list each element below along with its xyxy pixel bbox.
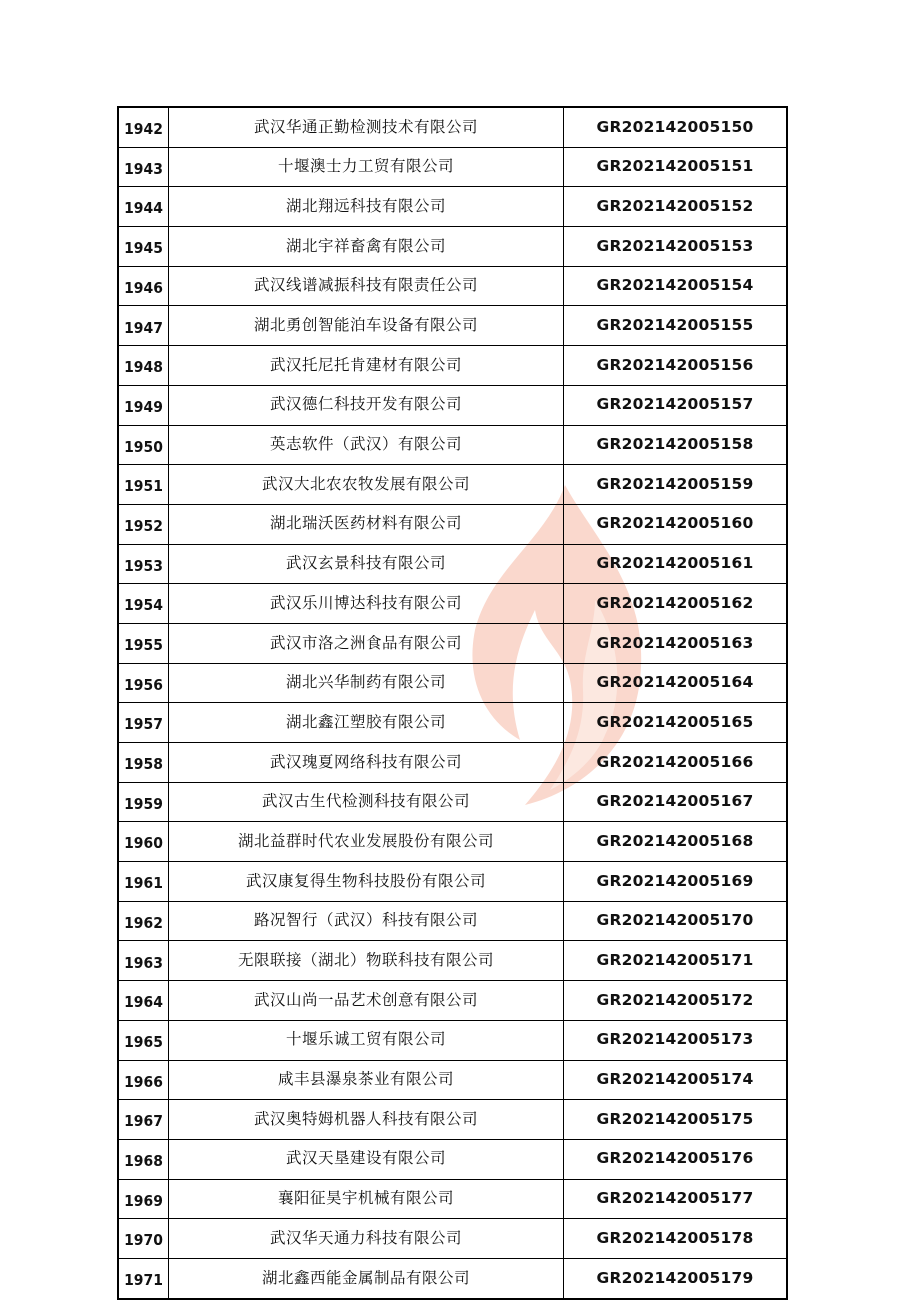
table-row	[118, 544, 787, 584]
company-name-cell: 武汉山尚一品艺术创意有限公司	[169, 981, 564, 1021]
row-number-cell: 1954	[118, 584, 169, 624]
row-number-cell: 1960	[118, 822, 169, 862]
row-number-cell: 1970	[118, 1219, 169, 1259]
row-number-cell: 1944	[118, 187, 169, 227]
table-row	[118, 504, 787, 544]
row-number-cell: 1952	[118, 504, 169, 544]
table-row	[118, 107, 787, 147]
row-number-cell: 1963	[118, 941, 169, 981]
row-number-cell: 1943	[118, 147, 169, 187]
table-row	[118, 981, 787, 1021]
table-row	[118, 306, 787, 346]
certificate-code-cell: GR202142005177	[564, 1179, 788, 1219]
certificate-code-cell: GR202142005166	[564, 743, 788, 783]
company-name-cell: 武汉华天通力科技有限公司	[169, 1219, 564, 1259]
table-row	[118, 1100, 787, 1140]
certificate-code-cell: GR202142005155	[564, 306, 788, 346]
table-row	[118, 663, 787, 703]
table-row	[118, 346, 787, 386]
row-number-cell: 1965	[118, 1020, 169, 1060]
company-name-cell: 英志软件（武汉）有限公司	[169, 425, 564, 465]
table-row	[118, 743, 787, 783]
table-row	[118, 425, 787, 465]
company-name-cell: 武汉古生代检测科技有限公司	[169, 782, 564, 822]
row-number-cell: 1942	[118, 107, 169, 147]
row-number-cell: 1947	[118, 306, 169, 346]
certificate-code-cell: GR202142005156	[564, 346, 788, 386]
company-name-cell: 武汉德仁科技开发有限公司	[169, 385, 564, 425]
table-row	[118, 187, 787, 227]
certificate-code-cell: GR202142005179	[564, 1258, 788, 1298]
table-row	[118, 1179, 787, 1219]
company-name-cell: 襄阳征昊宇机械有限公司	[169, 1179, 564, 1219]
company-name-cell: 武汉乐川博达科技有限公司	[169, 584, 564, 624]
company-name-cell: 湖北鑫江塑胶有限公司	[169, 703, 564, 743]
row-number-cell: 1966	[118, 1060, 169, 1100]
company-name-cell: 路况智行（武汉）科技有限公司	[169, 901, 564, 941]
row-number-cell: 1957	[118, 703, 169, 743]
row-number-cell: 1959	[118, 782, 169, 822]
certificate-code-cell: GR202142005162	[564, 584, 788, 624]
row-number-cell: 1961	[118, 862, 169, 902]
table-row	[118, 385, 787, 425]
certificate-code-cell: GR202142005169	[564, 862, 788, 902]
table-row	[118, 822, 787, 862]
row-number-cell: 1958	[118, 743, 169, 783]
company-name-cell: 十堰澳士力工贸有限公司	[169, 147, 564, 187]
company-name-cell: 湖北瑞沃医药材料有限公司	[169, 504, 564, 544]
company-name-cell: 咸丰县瀑泉茶业有限公司	[169, 1060, 564, 1100]
certificate-code-cell: GR202142005172	[564, 981, 788, 1021]
certificate-code-cell: GR202142005176	[564, 1139, 788, 1179]
certificate-code-cell: GR202142005150	[564, 107, 788, 147]
table-row	[118, 941, 787, 981]
table-row	[118, 584, 787, 624]
company-name-cell: 湖北翔远科技有限公司	[169, 187, 564, 227]
company-list-table	[117, 106, 788, 1300]
certificate-code-cell: GR202142005151	[564, 147, 788, 187]
table-row	[118, 1258, 787, 1298]
certificate-code-cell: GR202142005165	[564, 703, 788, 743]
certificate-code-cell: GR202142005170	[564, 901, 788, 941]
company-name-cell: 武汉奥特姆机器人科技有限公司	[169, 1100, 564, 1140]
row-number-cell: 1950	[118, 425, 169, 465]
certificate-code-cell: GR202142005171	[564, 941, 788, 981]
company-name-cell: 湖北鑫西能金属制品有限公司	[169, 1258, 564, 1298]
certificate-code-cell: GR202142005152	[564, 187, 788, 227]
company-name-cell: 武汉华通正勤检测技术有限公司	[169, 107, 564, 147]
row-number-cell: 1968	[118, 1139, 169, 1179]
table-row	[118, 862, 787, 902]
company-name-cell: 十堰乐诚工贸有限公司	[169, 1020, 564, 1060]
row-number-cell: 1948	[118, 346, 169, 386]
table-row	[118, 1219, 787, 1259]
company-name-cell: 武汉康复得生物科技股份有限公司	[169, 862, 564, 902]
certificate-code-cell: GR202142005167	[564, 782, 788, 822]
table-row	[118, 1060, 787, 1100]
row-number-cell: 1945	[118, 227, 169, 267]
certificate-code-cell: GR202142005154	[564, 266, 788, 306]
certificate-code-cell: GR202142005158	[564, 425, 788, 465]
certificate-code-cell: GR202142005174	[564, 1060, 788, 1100]
certificate-code-cell: GR202142005163	[564, 623, 788, 663]
certificate-code-cell: GR202142005175	[564, 1100, 788, 1140]
certificate-code-cell: GR202142005159	[564, 465, 788, 505]
row-number-cell: 1969	[118, 1179, 169, 1219]
company-name-cell: 武汉托尼托肯建材有限公司	[169, 346, 564, 386]
row-number-cell: 1946	[118, 266, 169, 306]
row-number-cell: 1967	[118, 1100, 169, 1140]
table-row	[118, 623, 787, 663]
row-number-cell: 1962	[118, 901, 169, 941]
company-name-cell: 武汉线谱减振科技有限责任公司	[169, 266, 564, 306]
row-number-cell: 1971	[118, 1258, 169, 1298]
table-row	[118, 147, 787, 187]
row-number-cell: 1949	[118, 385, 169, 425]
company-name-cell: 湖北兴华制药有限公司	[169, 663, 564, 703]
company-name-cell: 武汉市洛之洲食品有限公司	[169, 623, 564, 663]
certificate-code-cell: GR202142005157	[564, 385, 788, 425]
row-number-cell: 1953	[118, 544, 169, 584]
certificate-code-cell: GR202142005178	[564, 1219, 788, 1259]
row-number-cell: 1951	[118, 465, 169, 505]
certificate-code-cell: GR202142005153	[564, 227, 788, 267]
table-row	[118, 901, 787, 941]
certificate-code-cell: GR202142005168	[564, 822, 788, 862]
company-name-cell: 湖北益群时代农业发展股份有限公司	[169, 822, 564, 862]
company-name-cell: 武汉天垦建设有限公司	[169, 1139, 564, 1179]
certificate-code-cell: GR202142005173	[564, 1020, 788, 1060]
company-name-cell: 武汉瑰夏网络科技有限公司	[169, 743, 564, 783]
company-name-cell: 武汉大北农农牧发展有限公司	[169, 465, 564, 505]
company-name-cell: 湖北宇祥畜禽有限公司	[169, 227, 564, 267]
table-row	[118, 1139, 787, 1179]
certificate-code-cell: GR202142005164	[564, 663, 788, 703]
table-row	[118, 1020, 787, 1060]
table-row	[118, 465, 787, 505]
certificate-code-cell: GR202142005161	[564, 544, 788, 584]
row-number-cell: 1964	[118, 981, 169, 1021]
table-row	[118, 703, 787, 743]
table-row	[118, 782, 787, 822]
company-list-body	[118, 107, 787, 1299]
row-number-cell: 1956	[118, 663, 169, 703]
certificate-code-cell: GR202142005160	[564, 504, 788, 544]
table-row	[118, 266, 787, 306]
company-name-cell: 武汉玄景科技有限公司	[169, 544, 564, 584]
table-row	[118, 227, 787, 267]
row-number-cell: 1955	[118, 623, 169, 663]
company-name-cell: 无限联接（湖北）物联科技有限公司	[169, 941, 564, 981]
company-name-cell: 湖北勇创智能泊车设备有限公司	[169, 306, 564, 346]
